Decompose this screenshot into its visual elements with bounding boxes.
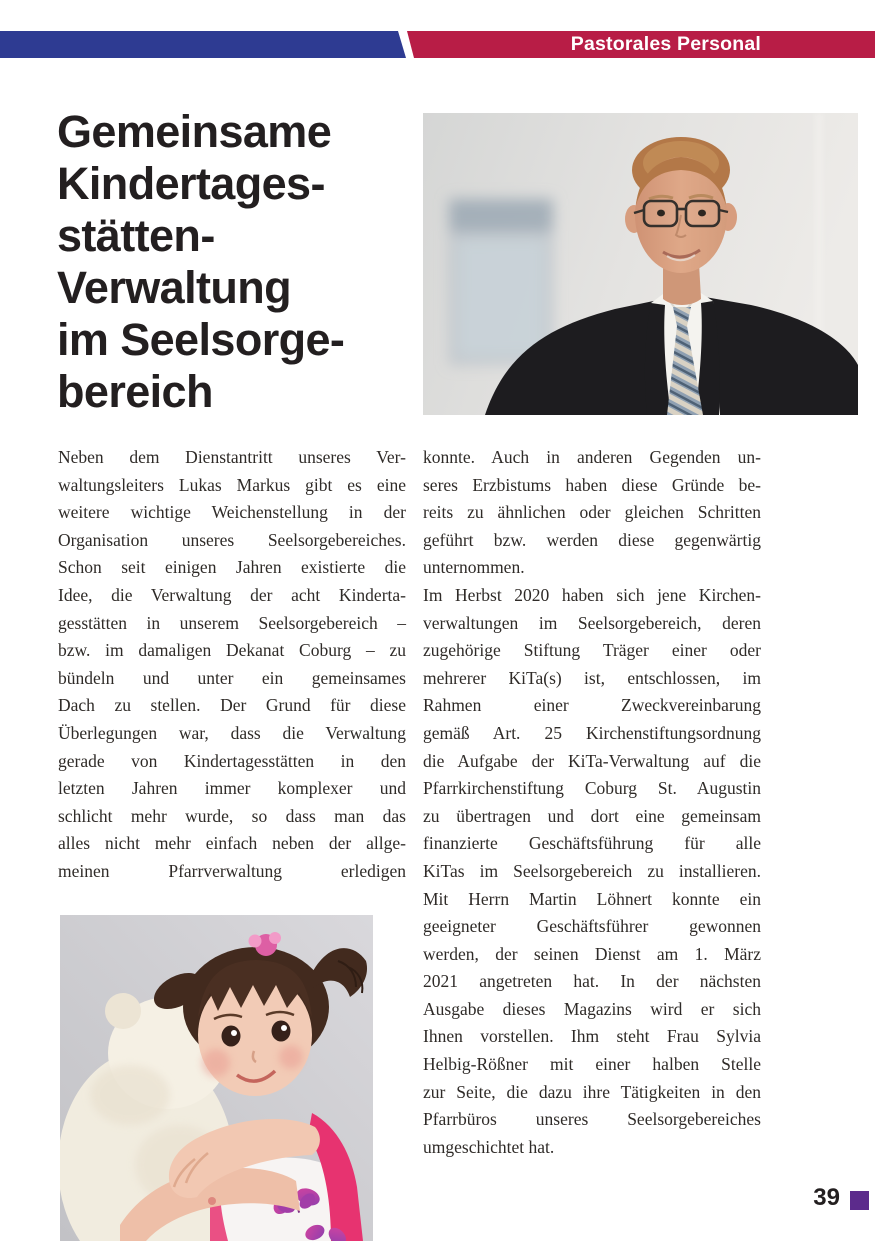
text-line: zur Seite, die dazu ihre Tätigkeiten in den (423, 1081, 761, 1102)
text-line: Pfarrbüros unseres Seelsorgebereiches (423, 1109, 761, 1130)
text-line: weitere wichtige Weichenstellung in der (58, 502, 406, 523)
text-line: werden, der seinen Dienst am 1. März (423, 943, 761, 964)
text-line: geführt bzw. werden diese gegenwärtig (423, 529, 761, 550)
text-line: die Aufgabe der KiTa-Verwaltung auf die (423, 750, 761, 771)
text-line: verwaltungen im Seelsorgebereich, deren (423, 612, 761, 633)
text-line: Rahmen einer Zweckvereinbarung (423, 695, 761, 716)
window-blind (449, 199, 553, 365)
text-line: stätten- (57, 210, 215, 261)
text-line: Helbig-Rößner mit einer halben Stelle (423, 1054, 761, 1075)
text-line: letzten Jahren immer komplexer und (58, 778, 406, 799)
text-line: zu übertragen und dort eine gemeinsam (423, 805, 761, 826)
text-line: Überlegungen war, dass die Verwaltung (58, 722, 406, 743)
article-left-column (58, 444, 406, 886)
portrait-photo (423, 113, 858, 415)
text-line: umgeschichtet hat. (423, 1136, 555, 1157)
text-line: Mit Herrn Martin Löhnert konnte ein (423, 888, 761, 909)
text-line: finanzierte Geschäftsführung für alle (423, 833, 761, 854)
text-line: gerade von Kindertagesstätten in den (58, 750, 406, 771)
text-line: Idee, die Verwaltung der acht Kinderta- (58, 584, 406, 605)
text-line: Ausgabe dieses Magazins wird er sich (423, 998, 761, 1019)
text-line: bündeln und unter ein gemeinsames (58, 667, 406, 688)
text-line: unternommen. (423, 557, 525, 578)
text-line: gesstätten in unserem Seelsorgebereich – (58, 612, 406, 633)
text-line: bereich (57, 366, 213, 417)
text-line: Im Herbst 2020 haben sich jene Kirchen- (423, 584, 761, 605)
text-line: meinen Pfarrverwaltung erledigen (58, 860, 406, 881)
text-line: konnte. Auch in anderen Gegenden un- (423, 447, 761, 467)
text-line: schlicht mehr wurde, so dass man das (58, 805, 406, 826)
article-headline (57, 106, 421, 418)
page-number: 39 (813, 1184, 840, 1211)
text-line: Organisation unseres Seelsorgebereiches. (58, 529, 406, 550)
text-line: waltungsleiters Lukas Markus gibt es eine (58, 474, 406, 495)
text-line: Gemeinsame (57, 106, 332, 157)
text-line: Dach zu stellen. Der Grund für diese (58, 695, 406, 716)
text-line: Ihnen vorstellen. Ihm steht Frau Sylvia (423, 1026, 761, 1047)
text-line: mehrerer KiTa(s) ist, entschlossen, im (423, 667, 761, 688)
text-line: reits zu ähnlichen oder gleichen Schritten (423, 502, 761, 523)
article-right-column (423, 444, 761, 1161)
text-line: gemäß Art. 25 Kirchenstiftungsordnung (423, 722, 761, 743)
text-line: seres Erzbistums haben diese Gründe be- (423, 474, 761, 495)
text-line: Kindertages- (57, 158, 325, 209)
text-line: Pfarrkirchenstiftung Coburg St. Augustin (423, 778, 761, 799)
text-line: KiTas im Seelsorgebereich zu installieren. (423, 860, 761, 881)
section-title: Pastorales Personal (570, 33, 761, 55)
child-photo (60, 915, 373, 1241)
text-line: zugehörige Stiftung Träger einer oder (423, 640, 761, 661)
text-line: bzw. im damaligen Dekanat Coburg – zu (58, 640, 406, 661)
page-number-accent-square (850, 1191, 869, 1210)
text-line: Schon seit einigen Jahren existierte die (58, 557, 406, 578)
text-line: im Seelsorge- (57, 314, 345, 365)
text-line: 2021 angetreten hat. In der nächsten (423, 971, 761, 992)
text-line: Neben dem Dienstantritt unseres Ver- (58, 447, 406, 467)
text-line: alles nicht mehr einfach neben der allge- (58, 833, 406, 854)
text-line: Verwaltung (57, 262, 292, 313)
text-line: geeigneter Geschäftsführer gewonnen (423, 916, 761, 937)
